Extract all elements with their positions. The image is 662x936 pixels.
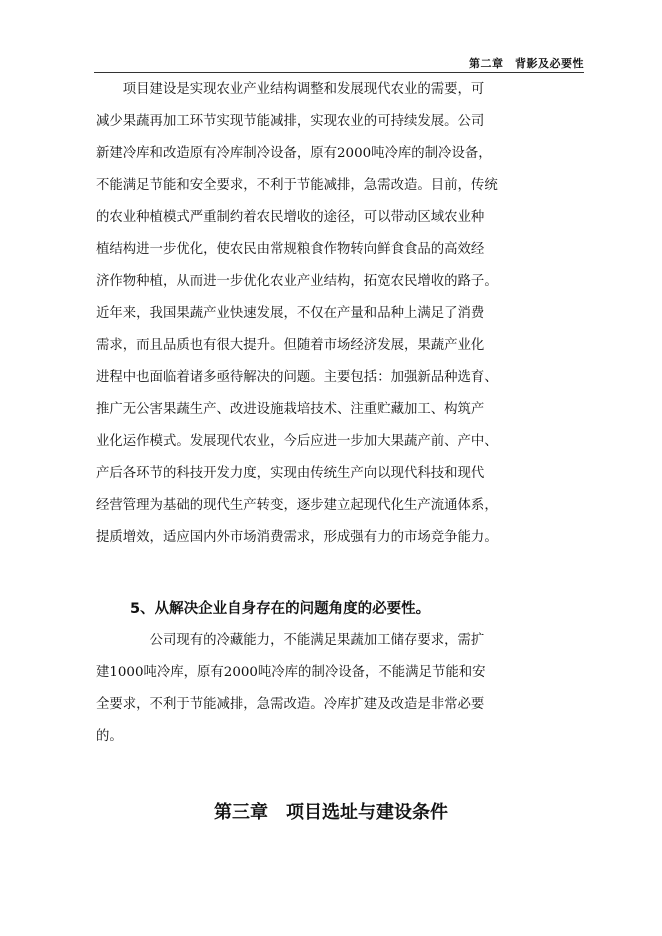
paragraph-line: 的农业种植模式严重制约着农民增收的途径，可以带动区域农业种 xyxy=(96,210,485,225)
header-chapter-title: 第二章 背影及必要性 xyxy=(469,57,584,70)
paragraph-line: 经营管理为基础的现代生产转变，逐步建立起现代化生产流通体系， xyxy=(96,498,498,513)
paragraph-line: 业化运作模式。发展现代农业，今后应进一步加大果蔬产前、产中、 xyxy=(96,434,498,449)
section-5-heading: 5、从解决企业自身存在的问题角度的必要性。 xyxy=(130,601,431,617)
paragraph-line: 产后各环节的科技开发力度，实现由传统生产向以现代科技和现代 xyxy=(96,466,485,481)
paragraph-line: 建1000吨冷库，原有2000吨冷库的制冷设备，不能满足节能和安 xyxy=(96,665,486,680)
paragraph-line: 全要求，不利于节能减排，急需改造。冷库扩建及改造是非常必要 xyxy=(96,697,485,712)
paragraph-line: 需求，而且品质也有很大提升。但随着市场经济发展，果蔬产业化 xyxy=(96,338,485,353)
paragraph-line: 减少果蔬再加工环节实现节能减排，实现农业的可持续发展。公司 xyxy=(96,114,485,129)
paragraph-line: 推广无公害果蔬生产、改进设施栽培技术、注重贮藏加工、构筑产 xyxy=(96,402,485,417)
running-header xyxy=(94,52,584,73)
paragraph-line: 的。 xyxy=(96,729,123,744)
paragraph-line: 提质增效，适应国内外市场消费需求，形成强有力的市场竞争能力。 xyxy=(96,530,498,545)
paragraph-line: 公司现有的冷藏能力，不能满足果蔬加工储存要求，需扩 xyxy=(96,633,485,648)
paragraph-line: 新建冷库和改造原有冷库制冷设备，原有2000吨冷库的制冷设备， xyxy=(96,146,492,161)
chapter-3-title: 第三章 项目选址与建设条件 xyxy=(214,802,448,823)
paragraph-line: 项目建设是实现农业产业结构调整和发展现代农业的需要，可 xyxy=(96,82,485,97)
paragraph-line: 不能满足节能和安全要求，不利于节能减排，急需改造。目前，传统 xyxy=(96,178,498,193)
paragraph-line: 济作物种植，从而进一步优化农业产业结构，拓宽农民增收的路子。 xyxy=(96,274,498,289)
paragraph-line: 进程中也面临着诸多亟待解决的问题。主要包括：加强新品种选育、 xyxy=(96,370,498,385)
paragraph-line: 植结构进一步优化，使农民由常规粮食作物转向鲜食食品的高效经 xyxy=(96,242,485,257)
paragraph-line: 近年来，我国果蔬产业快速发展，不仅在产量和品种上满足了消费 xyxy=(96,306,485,321)
